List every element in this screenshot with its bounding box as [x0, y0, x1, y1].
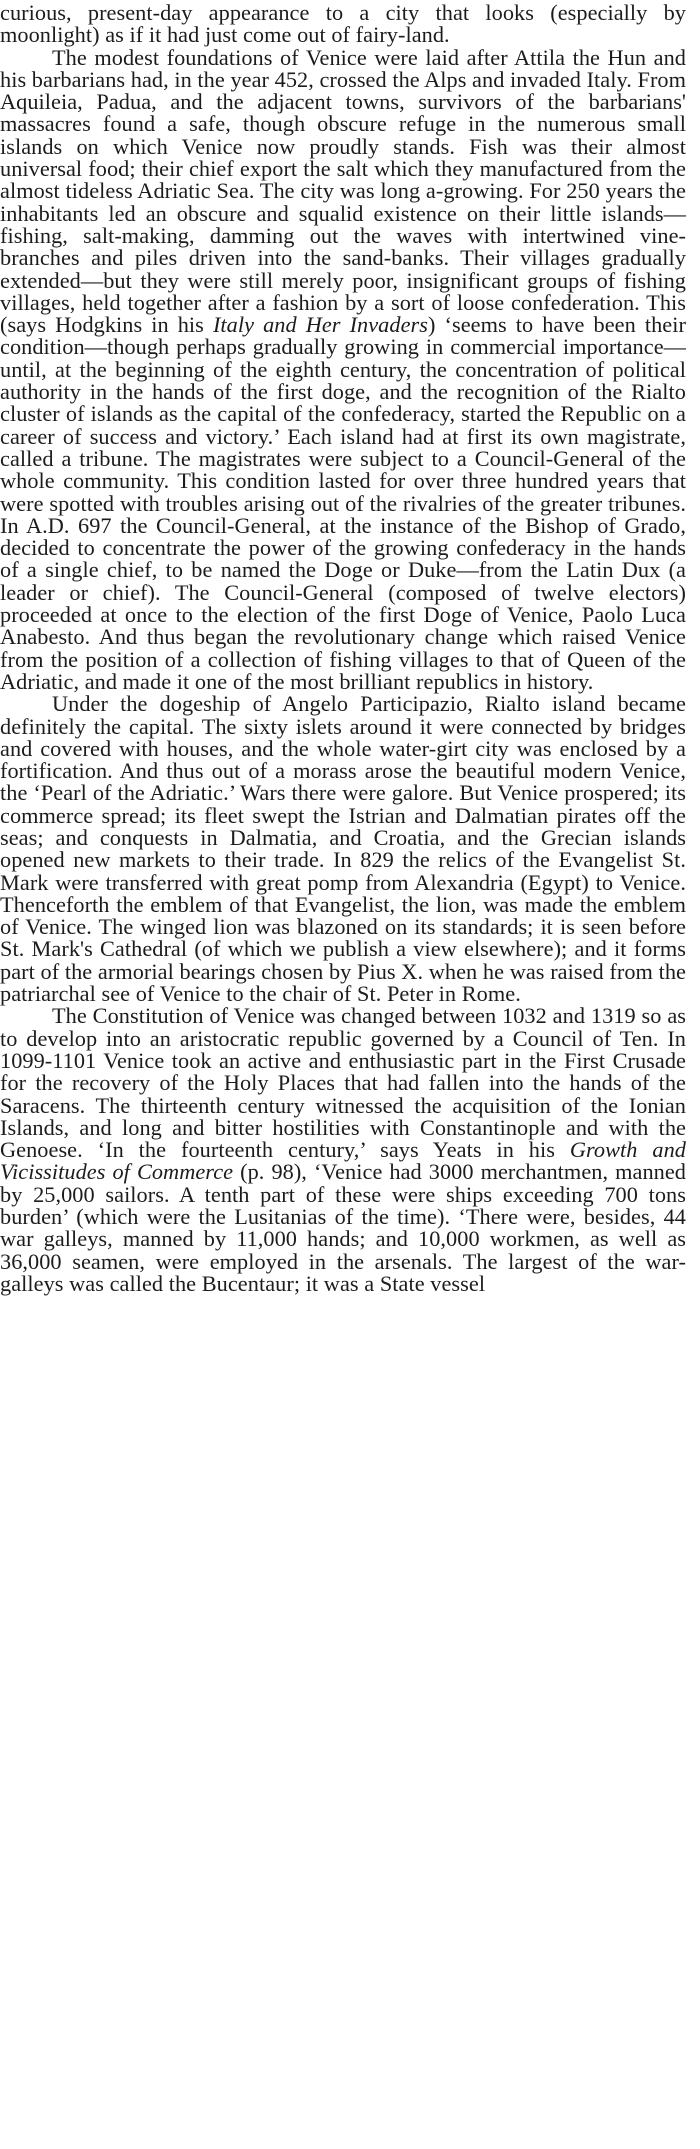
paragraph-3	[0, 693, 686, 1005]
book-title-growth-and-vicissitudes: Growth and Vicissitudes of Commerce	[0, 1137, 686, 1185]
paragraph-2-text-a: The modest foundations of Venice were laid after Attila the Hun and his barbarians had, in the year 452, crossed the Alps and invaded Italy. From Aquileia, Padua, and the adjacent towns, survivors of the barbarians' massacres found a safe, though obscure refuge in the numerous small islands on which Venice now proudly stands. Fish was their almost universal food; their chief export the salt which they manufactured from the almost tideless Adriatic Sea. The city was long a-growing. For 250 years the inhabitants led an obscure and squalid existence on their little islands—fishing, salt-making, damming out the waves with intertwined vine-branches and piles driven into the sand-banks. Their villages gradually extended—but they were still merely poor, insignificant groups of fishing villages, held together after a fashion by a sort of loose confederation. This (says Hodgkins in his	[0, 44, 687, 338]
paragraph-4-text-a: The Constitution of Venice was changed between 1032 and 1319 so as to develop into an aristocratic republic governed by a Council of Ten. In 1099-1101 Venice took an active and enthusiastic part in the First Crusade for the recovery of the Holy Places that had fallen into the hands of the Saracens. The thirteenth century witnessed the acquisition of the Ionian Islands, and long and bitter hostilities with Constantinople and with the Genoese. ‘In the fourteenth century,’ says Yeats in his	[0, 1003, 686, 1163]
paragraph-3-text: Under the dogeship of Angelo Participazio, Rialto island became definitely the capital. The sixty islets around it were connected by bridges and covered with houses, and the whole water-girt city was enclosed by a fortification. And thus out of a morass arose the beautiful modern Venice, the ‘Pearl of the Adriatic.’ Wars there were galore. But Venice prospered; its commerce spread; its fleet swept the Istrian and Dalmatian pirates off the seas; and conquests in Dalmatia, and Croatia, and the Grecian islands opened new markets to their trade. In 829 the relics of the Evangelist St. Mark were transferred with great pomp from Alexandria (Egypt) to Venice. Thenceforth the emblem of that Evangelist, the lion, was made the emblem of Venice. The winged lion was blazoned on its standards; it is seen before St. Mark's Cathedral (of which we publish a view elsewhere); and it forms part of the armorial bearings chosen by Pius X. when he was raised from the patriarchal see of Venice to the chair of St. Peter in Rome.	[0, 691, 686, 1007]
paragraph-4	[0, 1005, 686, 1295]
paragraph-1	[0, 2, 686, 47]
book-title-italy-and-her-invaders: Italy and Her Invaders	[212, 312, 428, 338]
paragraph-2-text-b: ) ‘seems to have been their condition—though perhaps gradually growing in commercial importance—until, at the beginning of the eighth century, the concentration of political authority in the hands of the first doge, and the recognition of the Rialto cluster of islands as the capital of the confederacy, started the Republic on a career of success and victory.’ Each island had at first its own magistrate, called a tribune. The magistrates were subject to a Council-General of the whole community. This condition lasted for over three hundred years that were spotted with troubles arising out of the rivalries of the greater tribunes. In A.D. 697 the Council-General, at the instance of the Bishop of Grado, decided to concentrate the power of the growing confederacy in the hands of a single chief, to be named the Doge or Duke—from the Latin Dux (a leader or chief). The Council-General (composed of twelve electors) proceeded at once to the election of the first Doge of Venice, Paolo Luca Anabesto. And thus began the revolutionary change which raised Venice from the position of a collection of fishing villages to that of Queen of the Adriatic, and made it one of the most brilliant republics in history.	[0, 312, 686, 694]
article-text-column	[0, 2, 686, 1295]
paragraph-1-text: curious, present-day appearance to a city that looks (especially by moonlight) as if it had just come out of fairy-land.	[0, 0, 686, 48]
paragraph-2	[0, 44, 687, 694]
paragraph-4-text-b: (p. 98), ‘Venice had 3000 merchantmen, manned by 25,000 sailors. A tenth part of these were ships exceeding 700 tons burden’ (which were the Lusitanias of the time). ‘There were, besides, 44 war galleys, manned by 11,000 hands; and 10,000 workmen, as well as 36,000 seamen, were employed in the arsenals. The largest of the war-galleys was called the Bucentaur; it was a State vessel	[0, 1159, 686, 1296]
